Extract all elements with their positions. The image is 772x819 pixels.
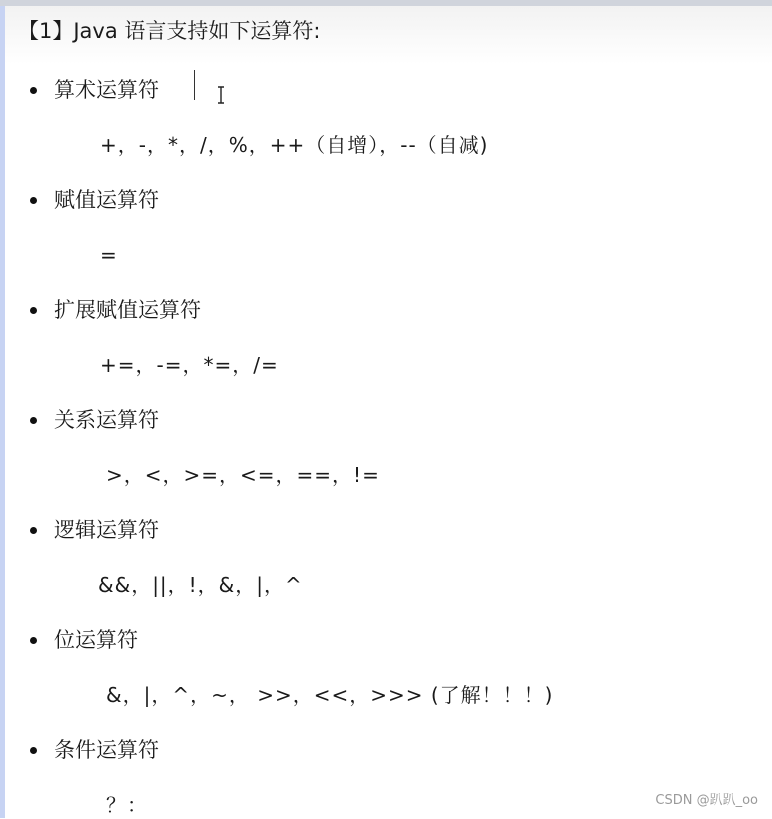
- list-item: [0, 510, 772, 620]
- text-cursor-icon: [216, 86, 226, 104]
- bullet-dot: [30, 197, 37, 204]
- bullet-dot: [30, 87, 37, 94]
- operator-category-label: 位运算符: [54, 628, 138, 652]
- operator-list: ？：: [106, 793, 148, 817]
- operator-category-label: 条件运算符: [54, 738, 159, 762]
- list-item: [0, 400, 772, 510]
- bullet-dot: [30, 527, 37, 534]
- operator-list: +，-，*，/，%，++（自增），--（自减): [100, 133, 489, 157]
- list-item: [0, 620, 772, 730]
- operator-list: >，<，>=，<=，==，!=: [106, 463, 380, 487]
- section-heading: 【1】Java 语言支持如下运算符:: [18, 19, 321, 43]
- text-caret: [194, 70, 195, 100]
- bullet-dot: [30, 747, 37, 754]
- operator-list: &&，||，!，&，|，^: [98, 573, 303, 597]
- operator-list: +=，-=，*=，/=: [100, 353, 279, 377]
- bullet-dot: [30, 307, 37, 314]
- operator-category-label: 赋值运算符: [54, 188, 159, 212]
- operator-category-label: 扩展赋值运算符: [54, 298, 201, 322]
- operator-category-label: 逻辑运算符: [54, 518, 159, 542]
- bullet-dot: [30, 637, 37, 644]
- operator-category-label: 算术运算符: [54, 78, 159, 102]
- list-item: [0, 290, 772, 400]
- csdn-watermark: CSDN @趴趴_oo: [655, 793, 758, 808]
- list-item: [0, 180, 772, 290]
- operator-list: =: [100, 243, 118, 267]
- operator-category-label: 关系运算符: [54, 408, 159, 432]
- operator-list: &，|，^，~， >>，<<，>>> (了解！！！): [106, 683, 554, 707]
- bullet-dot: [30, 417, 37, 424]
- list-item: [0, 70, 772, 180]
